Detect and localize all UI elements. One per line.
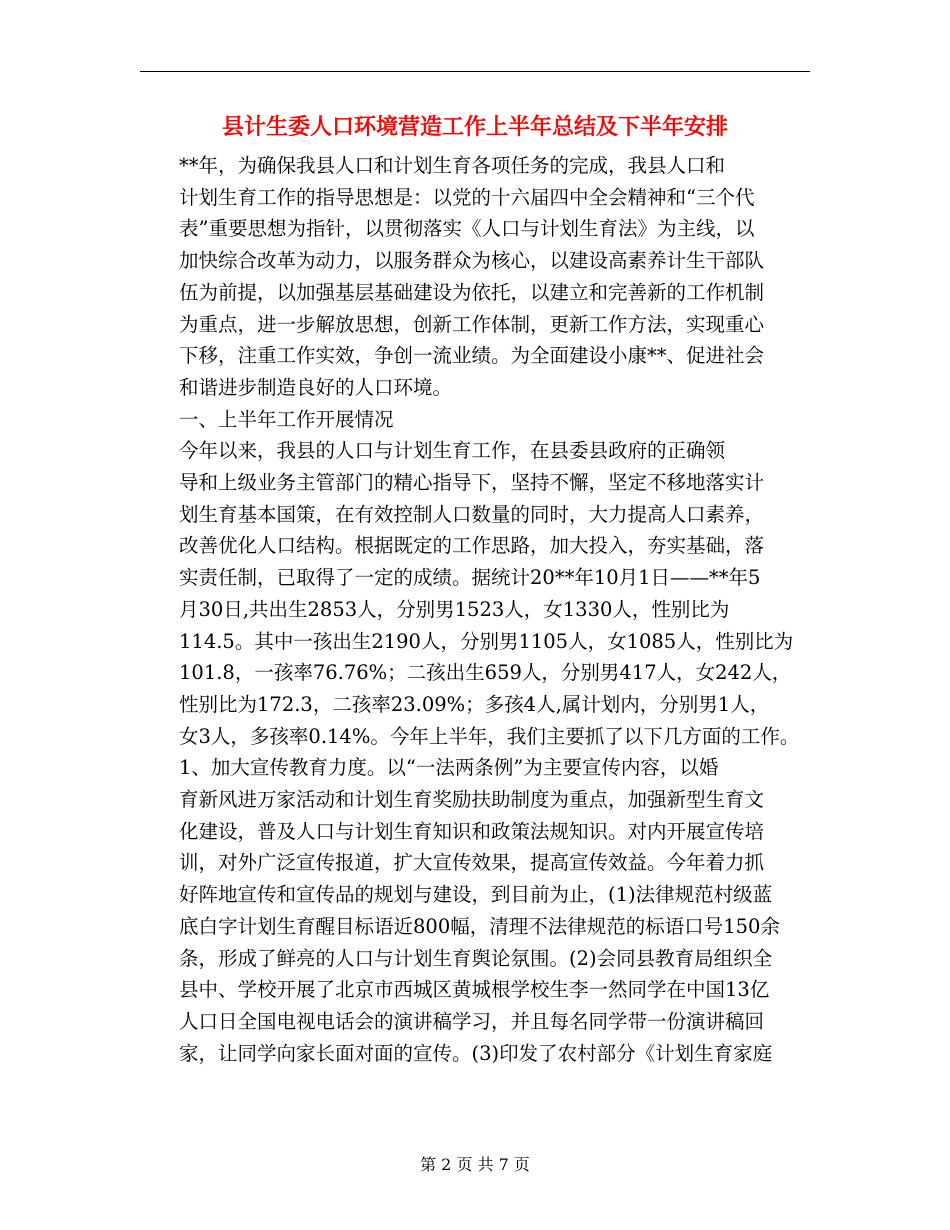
text-line: 今年以来，我县的人口与计划生育工作，在县委县政府的正确领 (179, 439, 726, 463)
text-line: 101.8，一孩率76.76%；二孩出生659人，分别男417人，女242人， (179, 661, 792, 685)
text-line: 训，对外广泛宣传报道，扩大宣传效果，提高宣传效益。今年着力抓 (179, 851, 765, 875)
text-line: 1、加大宣传教育力度。以“一法两条例”为主要宣传内容，以婚 (179, 756, 719, 780)
text-line: 计划生育工作的指导思想是：以党的十六届四中全会精神和“三个代 (179, 185, 755, 209)
text-line: 一、上半年工作开展情况 (179, 407, 394, 431)
text-line: 底白字计划生育醒目标语近800幅，清理不法律规范的标语口号150余 (179, 914, 780, 938)
section-heading (140, 404, 820, 436)
text-line: 性别比为172.3，二孩率23.09%；多孩4人,属计划内，分别男1人， (179, 692, 770, 716)
text-line: 114.5。其中一孩出生2190人，分别男1105人，女1085人，性别比为 (179, 629, 794, 653)
text-line: 划生育基本国策，在有效控制人口数量的同时，大力提高人口素养， (179, 502, 765, 526)
text-line: 改善优化人口结构。根据既定的工作思路，加大投入，夯实基础，落 (179, 534, 765, 558)
text-line: 下移，注重工作实效，争创一流业绩。为全面建设小康**、促进社会 (179, 344, 765, 368)
text-line: 女3人，多孩率0.14%。今年上半年，我们主要抓了以下几方面的工作。 (179, 724, 800, 748)
text-line: 导和上级业务主管部门的精心指导下，坚持不懈，坚定不移地落实计 (179, 471, 765, 495)
text-line: 家，让同学向家长面对面的宣传。(3)印发了农村部分《计划生育家庭 (179, 1041, 773, 1065)
text-line: 伍为前提，以加强基层基础建设为依托，以建立和完善新的工作机制 (179, 280, 765, 304)
text-line: 表”重要思想为指针，以贯彻落实《人口与计划生育法》为主线，以 (179, 217, 755, 241)
paragraph-intro (140, 150, 820, 404)
document-body (140, 150, 820, 1069)
page-number: 第 2 页 共 7 页 (420, 1155, 530, 1174)
text-line: 县中、学校开展了北京市西城区黄城根学校生李一然同学在中国13亿 (179, 978, 770, 1002)
text-line: 为重点，进一步解放思想，创新工作体制，更新工作方法，实现重心 (179, 312, 765, 336)
text-line: 人口日全国电视电话会的演讲稿学习，并且每名同学带一份演讲稿回 (179, 1009, 765, 1033)
text-line: 实责任制，已取得了一定的成绩。据统计20**年10月1日——**年5 (179, 566, 761, 590)
text-line: **年，为确保我县人口和计划生育各项任务的完成，我县人口和 (179, 154, 726, 177)
text-line: 加快综合改革为动力，以服务群众为核心，以建设高素养计生干部队 (179, 249, 765, 273)
text-line: 条，形成了鲜亮的人口与计划生育舆论氛围。(2)会同县教育局组织全 (179, 946, 773, 970)
document-title: 县计生委人口环境营造工作上半年总结及下半年安排 (221, 114, 728, 140)
header-rule (140, 71, 810, 72)
text-line: 月30日,共出生2853人，分别男1523人，女1330人，性别比为 (179, 597, 730, 621)
text-line: 育新风进万家活动和计划生育奖励扶助制度为重点，加强新型生育文 (179, 788, 765, 812)
text-line: 和谐进步制造良好的人口环境。 (179, 375, 453, 399)
paragraph-statistics (140, 435, 820, 752)
text-line: 化建设，普及人口与计划生育知识和政策法规知识。对内开展宣传培 (179, 819, 765, 843)
paragraph-publicity (140, 752, 820, 1069)
text-line: 好阵地宣传和宣传品的规划与建设，到目前为止，(1)法律规范村级蓝 (179, 883, 773, 907)
